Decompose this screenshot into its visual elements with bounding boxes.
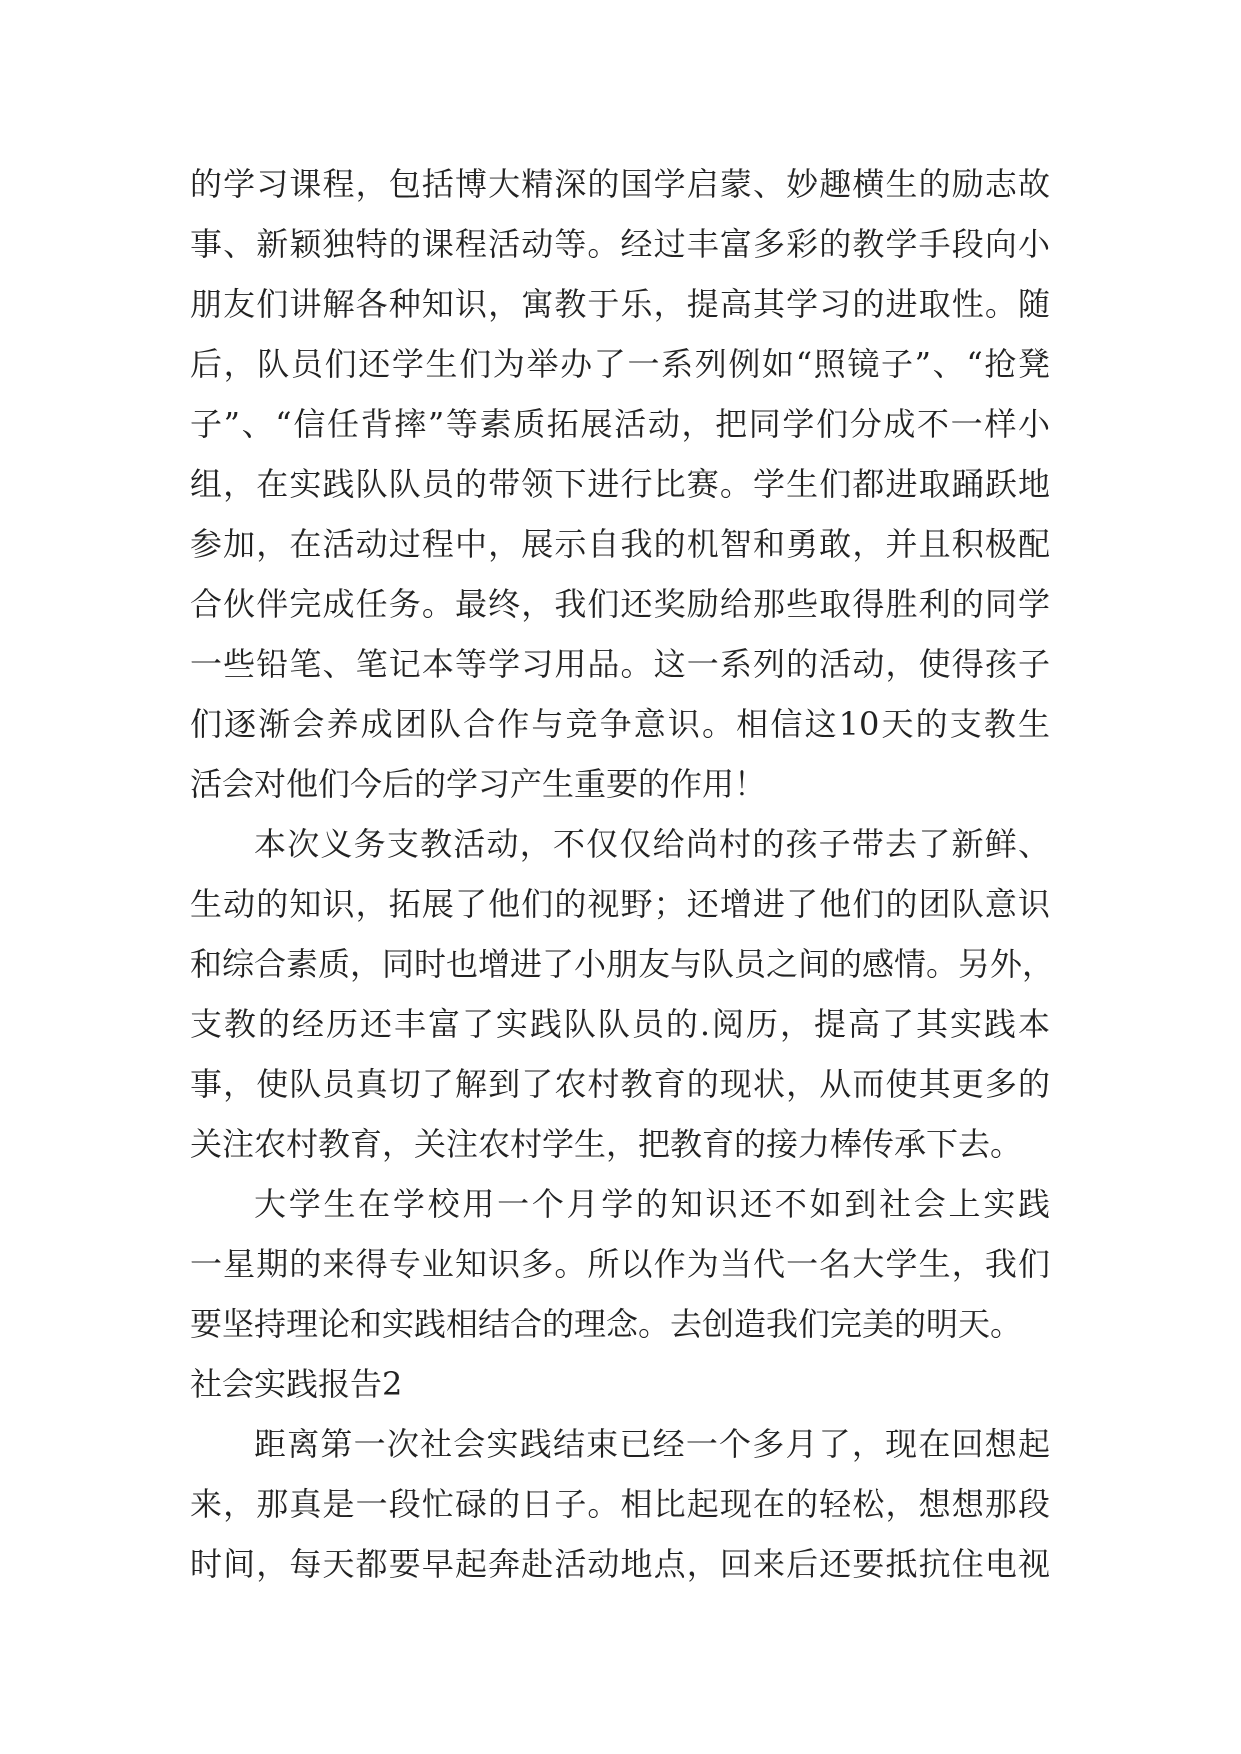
text-line: 参加，在活动过程中，展示自我的机智和勇敢，并且积极配 bbox=[190, 525, 1050, 563]
text-line: 的学习课程，包括博大精深的国学启蒙、妙趣横生的励志故 bbox=[190, 165, 1050, 203]
text-line: 大学生在学校用一个月学的知识还不如到社会上实践 bbox=[254, 1185, 1050, 1223]
text-line: 和综合素质，同时也增进了小朋友与队员之间的感情。另外， bbox=[190, 945, 1055, 983]
text-line: 朋友们讲解各种知识，寓教于乐，提高其学习的进取性。随 bbox=[190, 285, 1050, 323]
text-line: 合伙伴完成任务。最终，我们还奖励给那些取得胜利的同学 bbox=[190, 585, 1050, 623]
text-line: 距离第一次社会实践结束已经一个多月了，现在回想起 bbox=[254, 1425, 1050, 1463]
text-line: 事、新颖独特的课程活动等。经过丰富多彩的教学手段向小 bbox=[190, 225, 1050, 263]
text-line: 生动的知识，拓展了他们的视野；还增进了他们的团队意识 bbox=[190, 885, 1050, 923]
text-line: 后，队员们还学生们为举办了一系列例如“照镜子”、“抢凳 bbox=[190, 345, 1050, 383]
text-line: 一星期的来得专业知识多。所以作为当代一名大学生，我们 bbox=[190, 1245, 1050, 1283]
text-line: 社会实践报告2 bbox=[190, 1365, 403, 1403]
document-body bbox=[190, 154, 1055, 1594]
text-line: 来，那真是一段忙碌的日子。相比起现在的轻松，想想那段 bbox=[190, 1485, 1050, 1523]
text-line: 关注农村教育，关注农村学生，把教育的接力棒传承下去。 bbox=[190, 1125, 1023, 1163]
text-line: 活会对他们今后的学习产生重要的作用！ bbox=[190, 765, 767, 803]
text-line: 一些铅笔、笔记本等学习用品。这一系列的活动，使得孩子 bbox=[190, 645, 1050, 683]
text-line: 子”、“信任背摔”等素质拓展活动，把同学们分成不一样小 bbox=[190, 405, 1050, 443]
text-line: 时间，每天都要早起奔赴活动地点，回来后还要抵抗住电视 bbox=[190, 1545, 1050, 1583]
text-line: 事，使队员真切了解到了农村教育的现状，从而使其更多的 bbox=[190, 1065, 1050, 1103]
text-line: 支教的经历还丰富了实践队队员的.阅历，提高了其实践本 bbox=[190, 1005, 1050, 1043]
text-line: 要坚持理论和实践相结合的理念。去创造我们完美的明天。 bbox=[190, 1305, 1023, 1343]
text-line: 本次义务支教活动，不仅仅给尚村的孩子带去了新鲜、 bbox=[254, 825, 1050, 863]
text-line: 组，在实践队队员的带领下进行比赛。学生们都进取踊跃地 bbox=[190, 465, 1050, 503]
text-line: 们逐渐会养成团队合作与竞争意识。相信这10天的支教生 bbox=[190, 705, 1050, 743]
